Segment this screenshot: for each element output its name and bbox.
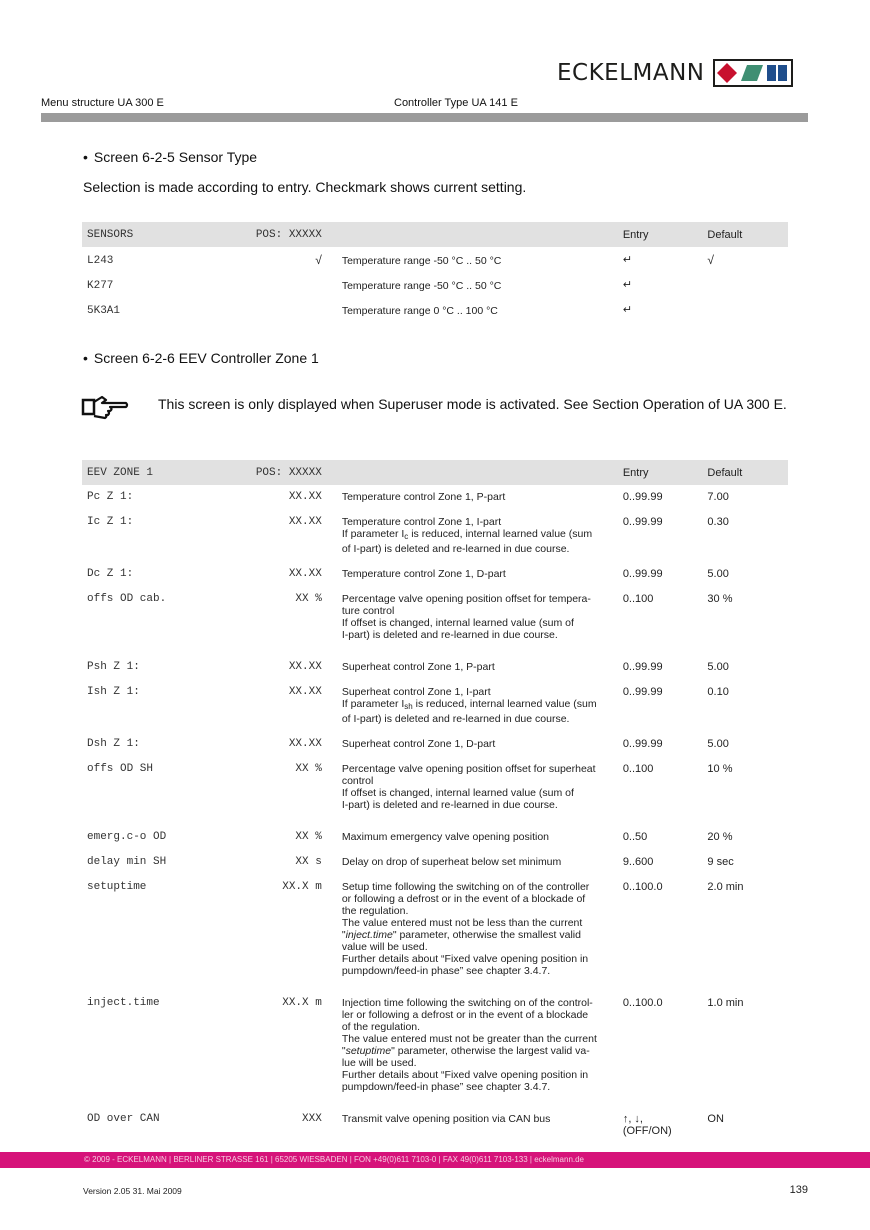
- header-center: Controller Type UA 141 E: [394, 97, 518, 109]
- table-row: [82, 825, 788, 850]
- row-name: Psh Z 1:: [87, 661, 140, 673]
- th-name: SENSORS: [82, 222, 238, 247]
- desc-line: or following a defrost or in the event of a blockade of: [341, 893, 586, 905]
- pointing-hand-icon: [80, 394, 130, 420]
- row-value: XX %: [295, 763, 322, 775]
- header-left: Menu structure UA 300 E: [41, 97, 164, 109]
- page-number: 139: [789, 1184, 808, 1196]
- desc-fragment: ": [341, 929, 346, 941]
- th-pos: POS: XXXXX: [238, 460, 342, 485]
- row-default: 9 sec: [707, 856, 734, 868]
- row-value: XX.X m: [282, 881, 322, 893]
- row-value: XX.XX: [288, 516, 322, 528]
- desc-line: Percentage valve opening position offset for superheat: [341, 763, 596, 775]
- row-desc: [342, 732, 623, 757]
- desc-line: ture control: [341, 605, 395, 617]
- desc-line: value will be used.: [341, 941, 428, 953]
- row-value: XXX: [302, 1113, 322, 1125]
- row-entry: [623, 680, 708, 732]
- desc-fragment: " parameter, otherwise the smallest valid: [392, 929, 581, 941]
- desc-line: If offset is changed, internal learned value (sum of: [341, 617, 574, 629]
- row-default: [707, 272, 788, 297]
- row-entry: [623, 510, 708, 562]
- desc-line: Delay on drop of superheat below set minimum: [341, 856, 562, 868]
- row-default: 0.10: [707, 686, 729, 698]
- row-default: [707, 297, 788, 322]
- row-name: OD over CAN: [87, 1113, 160, 1125]
- row-entry: ↵: [622, 304, 633, 316]
- desc-line: The value entered must not be less than the current: [341, 917, 583, 929]
- desc-fragment: is reduced, internal learned value (sum: [408, 528, 593, 540]
- table-row: [82, 850, 788, 875]
- desc-line: Percentage valve opening position offset for tempera-: [341, 593, 591, 605]
- table-row: [82, 757, 788, 825]
- row-desc: [342, 1107, 623, 1147]
- row-value: [238, 272, 342, 297]
- th-desc: [342, 460, 623, 485]
- desc-line: lue will be used.: [341, 1057, 417, 1069]
- row-default: √: [707, 253, 714, 267]
- desc-fragment: " parameter, otherwise the largest valid va-: [391, 1045, 590, 1057]
- row-default: 20 %: [707, 831, 733, 843]
- desc-param: setuptime: [345, 1045, 392, 1057]
- entry-line: 0..99.99: [622, 686, 663, 698]
- row-default: 0.30: [707, 516, 729, 528]
- row-entry: [623, 991, 708, 1107]
- row-entry: [623, 850, 708, 875]
- row-value: XX.XX: [288, 686, 322, 698]
- row-desc: [342, 825, 623, 850]
- row-desc: [342, 875, 623, 991]
- desc-fragment: If parameter I: [341, 698, 405, 710]
- row-name: offs OD cab.: [87, 593, 167, 605]
- row-desc: Temperature range -50 °C .. 50 °C: [341, 280, 502, 292]
- table-row: [82, 680, 788, 732]
- row-value: XX.XX: [288, 491, 322, 503]
- table-row: [82, 510, 788, 562]
- desc-line: control: [341, 775, 374, 787]
- desc-line: of the regulation.: [341, 1021, 421, 1033]
- table-row: [82, 485, 788, 510]
- version-date: Version 2.05 31. Mai 2009: [83, 1186, 182, 1196]
- row-default: 2.0 min: [707, 881, 744, 893]
- logo-green-parallelogram: [741, 65, 763, 81]
- sensor-table: [82, 222, 788, 322]
- table-row: [82, 272, 788, 297]
- entry-line: (OFF/ON): [622, 1125, 672, 1137]
- row-name: K277: [87, 280, 114, 292]
- desc-line: If offset is changed, internal learned value (sum of: [341, 787, 574, 799]
- table-row: [82, 587, 788, 655]
- desc-param: inject.time: [345, 929, 393, 941]
- row-default: 30 %: [707, 593, 733, 605]
- table-row: [82, 297, 788, 322]
- desc-line: pumpdown/feed-in phase” see chapter 3.4.7.: [341, 965, 551, 977]
- th-entry: Entry: [623, 222, 708, 247]
- desc-fragment: is reduced, internal learned value (sum: [412, 698, 597, 710]
- row-entry: ↵: [622, 254, 633, 266]
- row-value: XX.XX: [288, 661, 322, 673]
- desc-line: I-part) is deleted and re-learned in due course.: [341, 629, 558, 641]
- row-desc: [342, 562, 623, 587]
- row-entry: [623, 562, 708, 587]
- row-value: [238, 297, 342, 322]
- desc-line: the regulation.: [341, 905, 409, 917]
- row-name: Dc Z 1:: [87, 568, 134, 580]
- row-entry: [623, 485, 708, 510]
- th-name: EEV ZONE 1: [82, 460, 238, 485]
- row-desc: [342, 510, 623, 562]
- row-entry: [623, 875, 708, 991]
- row-default: 7.00: [707, 491, 729, 503]
- entry-line: 0..99.99: [622, 661, 663, 673]
- row-desc: [342, 757, 623, 825]
- entry-line: 0..100: [622, 763, 654, 775]
- th-pos: POS: XXXXX: [238, 222, 342, 247]
- desc-line: Temperature control Zone 1, P-part: [341, 491, 506, 503]
- row-name: Ic Z 1:: [87, 516, 134, 528]
- row-desc: [342, 850, 623, 875]
- entry-line: 0..50: [622, 831, 648, 843]
- row-desc: [342, 991, 623, 1107]
- row-value: XX %: [295, 593, 322, 605]
- desc-line: I-part) is deleted and re-learned in due course.: [341, 799, 558, 811]
- desc-line: Temperature control Zone 1, I-part: [341, 516, 502, 528]
- desc-line: The value entered must not be greater than the current: [341, 1033, 597, 1045]
- eev-table: [82, 460, 788, 1147]
- desc-line: Superheat control Zone 1, D-part: [341, 738, 496, 750]
- desc-line: Injection time following the switching on of the control-: [341, 997, 593, 1009]
- table-row: [82, 247, 788, 272]
- desc-subscript: sh: [404, 702, 413, 711]
- row-name: emerg.c-o OD: [87, 831, 167, 843]
- logo-text: ECKELMANN: [557, 60, 705, 86]
- row-name: Pc Z 1:: [87, 491, 134, 503]
- entry-line: 0..100.0: [622, 881, 663, 893]
- th-default: Default: [707, 222, 788, 247]
- header-rule: [41, 113, 808, 122]
- desc-line: [342, 929, 623, 941]
- table-row: [82, 1107, 788, 1147]
- table-row: [82, 562, 788, 587]
- row-value: XX %: [295, 831, 322, 843]
- row-entry: [623, 655, 708, 680]
- eckelmann-logo: [557, 58, 793, 88]
- row-default: 5.00: [707, 568, 729, 580]
- row-entry: [623, 757, 708, 825]
- desc-line: ler or following a defrost or in the event of a blockade: [341, 1009, 589, 1021]
- desc-line: of I-part) is deleted and re-learned in due course.: [341, 713, 570, 725]
- desc-line: [342, 528, 623, 543]
- section1-intro: Selection is made according to entry. Checkmark shows current setting.: [83, 179, 527, 195]
- entry-line: ↑, ↓,: [622, 1113, 643, 1125]
- row-desc: Temperature range 0 °C .. 100 °C: [341, 305, 498, 317]
- entry-line: 0..99.99: [622, 738, 663, 750]
- entry-line: 0..99.99: [622, 491, 663, 503]
- desc-subscript: c: [404, 532, 409, 541]
- row-default: ON: [707, 1113, 724, 1125]
- table-header: [82, 460, 788, 485]
- row-entry: [623, 1107, 708, 1147]
- th-desc: [342, 222, 623, 247]
- desc-line: Temperature control Zone 1, D-part: [341, 568, 506, 580]
- th-default: Default: [707, 460, 788, 485]
- desc-fragment: If parameter I: [341, 528, 405, 540]
- desc-line: Superheat control Zone 1, P-part: [341, 661, 495, 673]
- desc-line: Further details about “Fixed valve opening position in: [341, 953, 589, 965]
- row-value: XX s: [295, 856, 322, 868]
- row-desc: [342, 680, 623, 732]
- table-header: [82, 222, 788, 247]
- section1-title: • Screen 6-2-5 Sensor Type: [83, 149, 257, 165]
- desc-line: Further details about “Fixed valve opening position in: [341, 1069, 589, 1081]
- desc-line: Setup time following the switching on of the controller: [341, 881, 590, 893]
- row-entry: [623, 825, 708, 850]
- table-row: [82, 655, 788, 680]
- superuser-note: This screen is only displayed when Superuser mode is activated. See Section Operation of UA 300 E.: [158, 396, 787, 412]
- row-name: delay min SH: [87, 856, 167, 868]
- th-entry: Entry: [623, 460, 708, 485]
- row-name: offs OD SH: [87, 763, 154, 775]
- row-name: inject.time: [87, 997, 160, 1009]
- row-desc: [342, 655, 623, 680]
- logo-emblem: [713, 59, 793, 87]
- row-name: Ish Z 1:: [87, 686, 140, 698]
- logo-red-diamond: [717, 63, 737, 83]
- entry-line: 0..99.99: [622, 516, 663, 528]
- row-entry: [623, 587, 708, 655]
- entry-line: 9..600: [622, 856, 654, 868]
- row-default: 1.0 min: [707, 997, 744, 1009]
- row-value: √: [315, 253, 322, 267]
- section2-title: • Screen 6-2-6 EEV Controller Zone 1: [83, 350, 319, 366]
- desc-line: Maximum emergency valve opening position: [341, 831, 550, 843]
- desc-line: [342, 698, 623, 713]
- footer-bar: [0, 1152, 870, 1168]
- entry-line: 0..99.99: [622, 568, 663, 580]
- row-value: XX.XX: [288, 738, 322, 750]
- row-entry: [623, 732, 708, 757]
- row-default: 5.00: [707, 738, 729, 750]
- row-name: Dsh Z 1:: [87, 738, 140, 750]
- footer-address: © 2009 - ECKELMANN | BERLINER STRASSE 161 | 65205 WIESBADEN | FON +49(0)611 7103-0 | FAX 49(0)611 7103-133 | eckelmann.de: [84, 1155, 585, 1164]
- row-desc: Temperature range -50 °C .. 50 °C: [341, 255, 502, 267]
- row-desc: [342, 587, 623, 655]
- row-entry: ↵: [622, 279, 633, 291]
- desc-line: [342, 1045, 623, 1057]
- table-row: [82, 732, 788, 757]
- row-default: 5.00: [707, 661, 729, 673]
- row-name: 5K3A1: [87, 305, 121, 317]
- row-value: XX.XX: [288, 568, 322, 580]
- eev-table-body: [82, 485, 788, 1147]
- desc-line: pumpdown/feed-in phase” see chapter 3.4.7.: [341, 1081, 551, 1093]
- row-default: 10 %: [707, 763, 733, 775]
- desc-line: of I-part) is deleted and re-learned in due course.: [341, 543, 570, 555]
- row-desc: [342, 485, 623, 510]
- row-name: L243: [87, 255, 114, 267]
- row-value: XX.X m: [282, 997, 322, 1009]
- row-name: setuptime: [87, 881, 147, 893]
- desc-line: Transmit valve opening position via CAN bus: [341, 1113, 551, 1125]
- desc-fragment: ": [341, 1045, 346, 1057]
- entry-line: 0..100.0: [622, 997, 663, 1009]
- table-row: [82, 991, 788, 1107]
- desc-line: Superheat control Zone 1, I-part: [341, 686, 491, 698]
- table-row: [82, 875, 788, 991]
- entry-line: 0..100: [622, 593, 654, 605]
